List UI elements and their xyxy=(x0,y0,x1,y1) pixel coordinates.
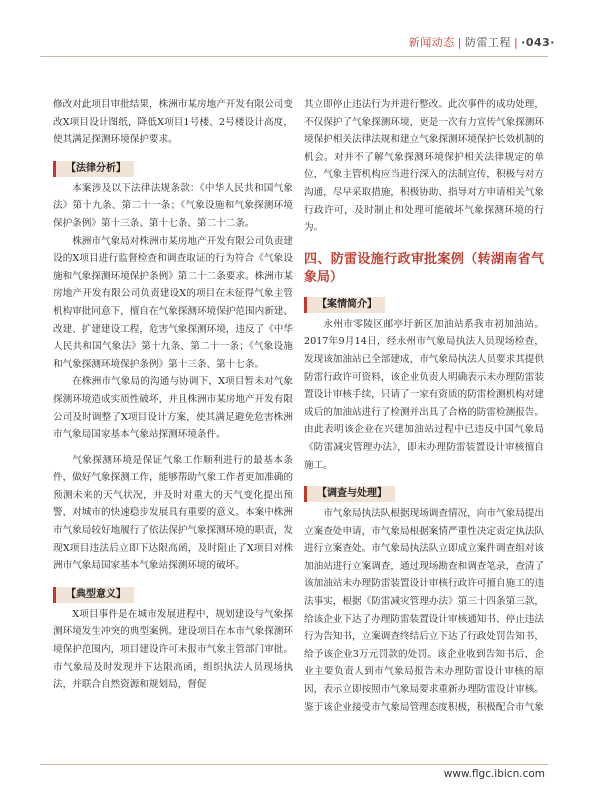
paragraph: 本案涉及以下法律法规条款：《中华人民共和国气象法》第十九条、第二十一条；《气象设施和气象探测环境保护条例》第十三条、第十七条、第二十二条。 xyxy=(53,182,293,229)
left-column xyxy=(53,96,293,694)
page-number: ·043· xyxy=(521,36,555,49)
section-tag-investigation: 【调查与处理】 xyxy=(304,486,395,502)
footer-rule xyxy=(40,764,548,765)
paragraph: 在株洲市气象局的沟通与协调下，X项目暂未对气象探测环境造成实质性破坏，并且株洲市某房地产开发有限公司及时调整了X项目设计方案，使其满足避免危害株洲市气象局国家基本气象站探测环境条件。 xyxy=(53,376,293,441)
header-title: 防雷工程 xyxy=(464,36,511,49)
header-divider: | xyxy=(457,36,462,49)
paragraph: 气象探测环境是保证气象工作顺利进行的最基本条件，做好气象探测工作，能够帮助气象工作者更加准确的预测未来的天气状况，并及时对重大的天气变化提出预警，对城市的快速稳步发展具有重要的意义。本案中株洲市气象局较好地履行了依法保护气象探测环境的职责，发现X项目违法后立即下达限高函，及时阻止了X项目对株洲市气象局国家基本气象站探测环境的破坏。 xyxy=(53,454,293,572)
section-tag-law-analysis: 【法律分析】 xyxy=(53,161,134,177)
section-heading: 四、防雷设施行政审批案例（转湖南省气象局） xyxy=(304,251,544,285)
page-header xyxy=(409,34,555,50)
paragraph: 其立即停止违法行为并进行整改。此次事件的成功处理，不仅保护了气象探测环境，更是一次有力宣传气象探测环境保护相关法律法规和建立气象探测环境保护长效机制的机会。对并不了解气象探测环境保护相关法律规定的单位，气象主管机构应当进行深入的法制宣传，积极与对方沟通，尽早采取措施，积极协助、指导对方申请相关气象行政许可，及时制止和处理可能破坏气象探测环境的行为。 xyxy=(304,99,544,234)
paragraph: 永州市零陵区邮亭圩新区加油站系我市初加油站。2017年9月14日，经永州市气象局执法人员现场检查，发现该加油站已全部建成，市气象局执法人员要求其提供防雷行政许可资料，该企业负责人明确表示未办理防雷装置设计审核手续，只请了一家有资质的防雷检测机构对建成后的加油站进行了检测并出具了合格的防雷检测报告。由此表明该企业在兴建加油站过程中已违反中国气象局《防雷减灾管理办法》，即未办理防雷装置设计审核擅自施工。 xyxy=(304,318,544,471)
paragraph: 市气象局执法队根据现场调查情况，向市气象局提出立案查处申请，市气象局根据案情严重性决定责定执法队进行立案查处。市气象局执法队立即成立案件调查组对该加油站进行立案调查，通过现场勘查和调查笔录，查清了该加油站未办理防雷装置设计审核行政许可擅自施工的违法事实，根据《防雷减灾管理办法》第三十四条第三款，给该企业下达了办理防雷装置设计审核通知书、停止违法行为告知书，立案调查终结后立下达了行政处罚告知书，给予该企业3万元罚款的处罚。该企业收到告知书后，企业主要负责人到市气象局报告未办理防雷设计审核的原因，表示立即按照市气象局要求重新办理防雷设计审核。鉴于该企业接受市气象局管理态度积极，积极配合市气象 xyxy=(304,508,544,713)
header-section: 新闻动态 xyxy=(408,36,455,49)
footer-url: www.flgc.ibicn.com xyxy=(443,768,545,780)
paragraph: 株洲市气象局对株洲市某房地产开发有限公司负责建设的X项目进行监督检查和调查取证的行为符合《气象设施和气象探测环境保护条例》第二十二条要求。株洲市某房地产开发有限公司负责建设X的项目在未征得气象主管机构审批同意下，擅自在气象探测环境保护范围内新建、改建、扩建建设工程，危害气象探测环境，违反了《中华人民共和国气象法》第十九条、第二十一条；《气象设施和气象探测环境保护条例》第十三条、第十七条。 xyxy=(53,235,293,370)
section-tag-significance: 【典型意义】 xyxy=(53,587,134,603)
section-tag-case: 【案情简介】 xyxy=(304,297,385,313)
right-column xyxy=(304,96,544,716)
paragraph: X项目事件是在城市发展进程中，规划建设与气象探测环境发生冲突的典型案例。建设项目在本市气象探测环境保护范围内，项目建设许可未报市气象主管部门审批。市气象局及时发现并下达限高函，组织执法人员现场执法，并联合自然资源和规划局，督促 xyxy=(53,608,293,691)
paragraph: 修改对此项目审批结果，株洲市某房地产开发有限公司变改X项目设计图纸，降低X项目1号楼、2号楼设计高度，使其满足探测环境保护要求。 xyxy=(53,99,293,146)
header-rule xyxy=(40,56,548,57)
header-divider-2: | xyxy=(513,36,519,49)
